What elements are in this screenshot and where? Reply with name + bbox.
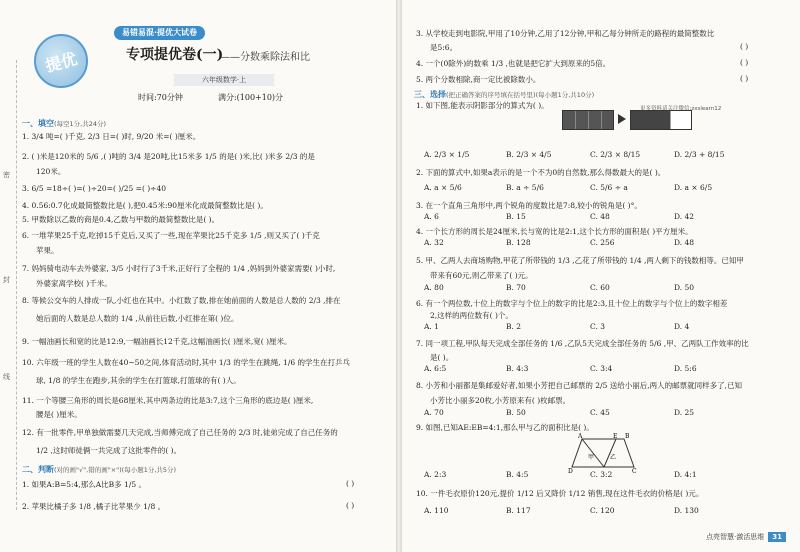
choice-6-a[interactable]: A. 1 [424, 322, 439, 331]
choice-6-c[interactable]: C. 3 [590, 322, 606, 331]
question-fill-7-cont: 外婆家离学校( )千米。 [36, 279, 112, 288]
trapezoid-figure [568, 433, 638, 473]
choice-5-b[interactable]: B. 70 [506, 283, 526, 292]
label-b: B [625, 433, 630, 440]
choice-1: 1. 如下图,能表示阴影部分的算式为( )。 [416, 101, 549, 110]
label-e: E [613, 433, 618, 440]
choice-8-a[interactable]: A. 70 [424, 408, 444, 417]
choice-10-a[interactable]: A. 110 [424, 506, 449, 515]
series-tag: 易错易混·提优大试卷 [114, 26, 205, 40]
choice-10: 10. 一件毛衣原价120元,提价 1/12 后又降价 1/12 销售,现在这件毛衣的价格是( )元。 [416, 489, 704, 498]
logo-icon: 提优 [34, 34, 88, 88]
judge-5: 5. 两个分数相除,商一定比被除数小。 [416, 75, 541, 84]
choice-3-c[interactable]: C. 48 [590, 212, 610, 221]
judge-2-answer[interactable]: ( ) [346, 501, 355, 510]
page-number: 31 [768, 532, 786, 542]
choice-7-b[interactable]: B. 4:3 [506, 364, 529, 373]
question-fill-4: 4. 0.56:0.7化成最简整数比是( ),把0.45米:90厘米化成最简整数比是( )。 [22, 201, 268, 210]
choice-2-b[interactable]: B. a ÷ 5/6 [506, 183, 544, 192]
choice-1-a[interactable]: A. 2/3 × 1/5 [424, 150, 470, 159]
choice-6-d[interactable]: D. 4 [674, 322, 690, 331]
choice-9-d[interactable]: D. 4:1 [674, 470, 697, 479]
choice-2-d[interactable]: D. a × 6/5 [674, 183, 713, 192]
judge-5-answer[interactable]: ( ) [740, 74, 749, 83]
seal-char-1: 密 [3, 171, 10, 179]
question-fill-9: 9. 一幅油画长和宽的比是12:9,一幅油画长12千克,这幅油画长( )厘米,宽( )厘米。 [22, 337, 292, 346]
choice-8-b[interactable]: B. 50 [506, 408, 526, 417]
question-fill-8-cont: 她后面的人数是总人数的 1/4 ,从前往后数,小红排在第( )位。 [36, 314, 239, 323]
choice-5-a[interactable]: A. 80 [424, 283, 444, 292]
choice-8-c[interactable]: C. 45 [590, 408, 610, 417]
label-c: C [632, 468, 637, 473]
choice-1-b[interactable]: B. 2/3 × 4/5 [506, 150, 552, 159]
choice-6: 6. 有一个两位数,十位上的数字与个位上的数字的比是2:3,且十位上的数字与个位上的数字相差 [416, 299, 728, 308]
section-choice-title: 三、选择(把正确答案的序号填在括号里)(每小题1分,共10分) [414, 90, 595, 99]
choice-2-c[interactable]: C. 5/6 ÷ a [590, 183, 628, 192]
choice-7-d[interactable]: D. 5:6 [674, 364, 697, 373]
judge-3-answer[interactable]: ( ) [740, 42, 749, 51]
question-fill-2-cont: 120米。 [36, 167, 66, 176]
question-fill-8: 8. 等候公交车的人排成一队,小红也在其中。小红数了数,排在她前面的人数是总人数的 2/3 ,排在 [22, 296, 341, 305]
page-subtitle: ——分数乘除法和比 [220, 52, 310, 63]
choice-4-c[interactable]: C. 256 [590, 238, 615, 247]
seal-char-3: 线 [3, 373, 10, 381]
choice-3: 3. 在一个直角三角形中,两个锐角的度数比是7:8,较小的锐角是( )°。 [416, 201, 642, 210]
question-fill-11: 11. 一个等腰三角形的周长是68厘米,其中两条边的比是3:7,这个三角形的底边是( )厘米, [22, 396, 314, 405]
section-judge-title: 二、判断(对的画"√",错的画"×")(每小题1分,共5分) [22, 465, 177, 474]
judge-1: 1. 如果A:B=5:4,那么A比B多 1/5 。 [22, 480, 146, 489]
question-fill-1: 1. 3/4 吨=( )千克, 2/3 日=( )时, 9/20 米=( )厘米。 [22, 132, 201, 141]
choice-10-c[interactable]: C. 120 [590, 506, 615, 515]
choice-8: 8. 小芳和小丽都是集邮爱好者,如果小芳把自己邮票的 2/5 送给小丽后,两人的邮票就同样多了,已知 [416, 381, 743, 390]
question-fill-2: 2. ( )米是120米的 5/6 ,( )吨的 3/4 是20吨,比15米多 1/5 的是( )米,比( )米多 2/3 的是 [22, 152, 315, 161]
judge-4-answer[interactable]: ( ) [740, 58, 749, 67]
choice-2-a[interactable]: A. a × 5/6 [424, 183, 462, 192]
header-banner [34, 26, 374, 102]
question-fill-12: 12. 有一批零件,甲单独做需要几天完成,当师傅完成了自己任务的 2/3 时,徒弟完成了自己任务的 [22, 428, 338, 437]
exam-meta [138, 92, 283, 103]
grade-label: 六年级数学·上 [174, 74, 274, 86]
diagonal-line [582, 439, 604, 467]
seal-margin [2, 60, 17, 510]
seal-char-2: 封 [3, 276, 10, 284]
question-fill-7: 7. 妈妈骑电动车去外婆家, 3/5 小时行了3千米,正好行了全程的 1/4 ,妈妈到外婆家需要( )小时, [22, 264, 336, 273]
label-yi: 乙 [610, 454, 617, 461]
question-fill-10-cont: 球, 1/8 的学生在跑步,其余的学生在打篮球,打篮球的有( )人。 [36, 376, 241, 385]
judge-4: 4. 一个(0除外)的数乘 1/3 ,也就是把它扩大到原来的5倍。 [416, 59, 611, 68]
trapezoid-shape [572, 439, 634, 467]
label-jia: 甲 [588, 454, 595, 461]
choice-2: 2. 下面的算式中,如果a表示的是一个不为0的自然数,那么得数最大的是( )。 [416, 168, 666, 177]
choice-7-c[interactable]: C. 3:4 [590, 364, 613, 373]
question-fill-10: 10. 六年级一班的学生人数在40~50之间,体育活动时,其中 1/3 的学生在跳绳, 1/6 的学生在打乒乓 [22, 358, 351, 367]
choice-10-d[interactable]: D. 130 [674, 506, 699, 515]
judge-2: 2. 苹果比橘子多 1/8 ,橘子比苹果少 1/8 。 [22, 502, 166, 511]
choice-5-c[interactable]: C. 60 [590, 283, 610, 292]
choice-7: 7. 同一项工程,甲队每天完成全部任务的 1/6 ,乙队5天完成全部任务的 5/6 ,甲、乙两队工作效率的比 [416, 339, 749, 348]
choice-8-d[interactable]: D. 25 [674, 408, 695, 417]
choice-4-b[interactable]: B. 128 [506, 238, 531, 247]
choice-8-cont: 小芳比小丽多20枚,小芳原来有( )枚邮票。 [430, 396, 571, 405]
judge-1-answer[interactable]: ( ) [346, 479, 355, 488]
left-page [0, 0, 398, 552]
choice-9-c[interactable]: C. 3:2 [590, 470, 613, 479]
arrow-right-icon [618, 114, 626, 124]
choice-10-b[interactable]: B. 117 [506, 506, 531, 515]
question-fill-6-cont: 苹果。 [36, 246, 59, 255]
time-limit: 时间:70分钟 [138, 93, 183, 102]
fraction-bar-left [562, 110, 614, 130]
choice-7-a[interactable]: A. 6:5 [424, 364, 447, 373]
watermark-note: 更多资料请关注微信:zxslearn12 [640, 106, 722, 112]
full-score: 满分:(100+10)分 [217, 93, 284, 102]
choice-6-cont: 2,这样的两位数有( )个。 [430, 311, 513, 320]
choice-4-d[interactable]: D. 48 [674, 238, 695, 247]
diagonal-line-2 [604, 439, 616, 467]
choice-9: 9. 如图,已知AE:EB=4:1,那么甲与乙的面积比是( )。 [416, 423, 594, 432]
choice-3-a[interactable]: A. 6 [424, 212, 439, 221]
question-fill-3: 3. 6/5 =18÷( )=( )÷20=( )/25 =( )÷40 [22, 184, 167, 193]
question-fill-5: 5. 甲数除以乙数的商是0.4,乙数与甲数的最简整数比是( )。 [22, 215, 220, 224]
choice-3-d[interactable]: D. 42 [674, 212, 695, 221]
choice-1-c[interactable]: C. 2/3 × 8/15 [590, 150, 641, 159]
section-fill-title: 一、填空(每空1分,共24分) [22, 119, 107, 128]
choice-7-cont: 是( )。 [430, 353, 454, 362]
footer-brand: 点亮智慧·激活思维 [706, 533, 765, 541]
choice-1-d[interactable]: D. 2/3 + 8/15 [674, 150, 725, 159]
choice-4-a[interactable]: A. 32 [424, 238, 444, 247]
choice-6-b[interactable]: B. 2 [506, 322, 522, 331]
page-footer [706, 532, 786, 542]
question-fill-12-cont: 1/2 ,这时师徒俩一共完成了这批零件的( )。 [36, 446, 182, 455]
judge-3-cont: 是5:6。 [430, 43, 458, 52]
choice-9-a[interactable]: A. 2:3 [424, 470, 447, 479]
question-fill-11-cont: 腰是( )厘米。 [36, 410, 82, 419]
choice-3-b[interactable]: B. 15 [506, 212, 526, 221]
choice-4: 4. 一个长方形的周长是24厘米,长与宽的比是2:1,这个长方形的面积是( )平方厘米。 [416, 227, 693, 236]
choice-5-d[interactable]: D. 50 [674, 283, 695, 292]
choice-5-cont: 带来有60元,则乙带来了( )元。 [430, 271, 533, 280]
label-d: D [568, 468, 573, 473]
page-title: 专项提优卷(一) [126, 47, 224, 63]
choice-5: 5. 甲、乙两人去商场购物,甲花了所带钱的 1/3 ,乙花了所带钱的 1/4 ,两人剩下的钱数相等。已知甲 [416, 256, 744, 265]
label-a: A [578, 433, 583, 440]
fraction-bar-right [630, 110, 692, 130]
judge-3: 3. 从学校走到电影院,甲用了10分钟,乙用了12分钟,甲和乙每分钟所走的路程的最简整数比 [416, 29, 715, 38]
choice-9-b[interactable]: B. 4:5 [506, 470, 529, 479]
question-fill-6: 6. 一堆苹果25千克,吃掉15千克后,又买了一些,现在苹果比25千克多 1/5 ,则又买了( )千克 [22, 231, 320, 240]
